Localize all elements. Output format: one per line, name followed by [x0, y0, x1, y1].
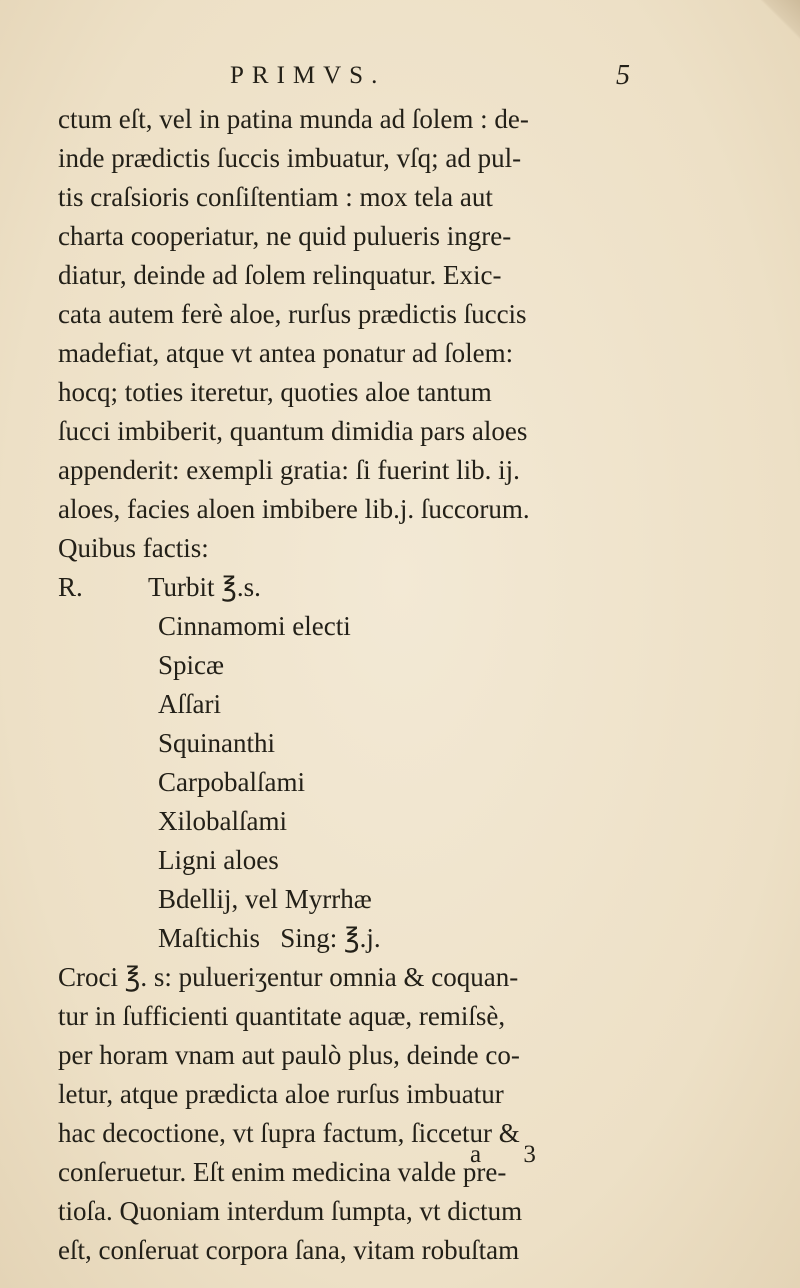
text-line: appenderit: exempli gratia: ſi fuerint lib. ij.	[58, 455, 520, 485]
recipe-ingredient: Maſtichis Sing: ℥.j.	[158, 923, 381, 953]
recipe-ingredient: Bdellij, vel Myrrhæ	[158, 884, 372, 914]
recipe-first-line	[58, 568, 658, 607]
recipe-ingredient: Spicæ	[158, 650, 225, 680]
running-head: PRIMVS.	[230, 62, 386, 89]
text-line: madefiat, atque vt antea ponatur ad ſolem:	[58, 338, 514, 368]
text-line: ſucci imbiberit, quantum dimidia pars aloes	[58, 416, 528, 446]
text-line: ctum eſt, vel in patina munda ad ſolem : de-	[58, 104, 529, 134]
recipe-symbol: R.	[58, 572, 83, 602]
text-line: per horam vnam aut paulò plus, deinde co-	[58, 1040, 520, 1070]
text-line: tioſa. Quoniam interdum ſumpta, vt dictum	[58, 1196, 523, 1226]
text-line: charta cooperiatur, ne quid pulueris ingre-	[58, 221, 512, 251]
text-line: Quibus factis:	[58, 533, 209, 563]
text-line: hac decoctione, vt ſupra factum, ſiccetur &	[58, 1118, 520, 1148]
text-line: tur in ſufficienti quantitate aquæ, remiſsè,	[58, 1001, 506, 1031]
recipe-ingredient: Cinnamomi electi	[158, 611, 351, 641]
text-line: tis craſsioris conſiſtentiam : mox tela aut	[58, 182, 493, 212]
recipe-ingredient: Ligni aloes	[158, 845, 279, 875]
text-line: conſeruetur. Eſt enim medicina valde pre-	[58, 1157, 507, 1187]
recipe-ingredient: Aſſari	[158, 689, 221, 719]
recipe-ingredient: Squinanthi	[158, 728, 276, 758]
text-line: aloes, facies aloen imbibere lib.j. ſuccorum.	[58, 494, 530, 524]
recipe-ingredient: Turbit ℥.s.	[148, 572, 261, 602]
text-line: cata autem ferè aloe, rurſus prædictis ſuccis	[58, 299, 527, 329]
signature-mark: a 3	[470, 1141, 554, 1168]
text-block	[58, 100, 658, 1270]
text-line: letur, atque prædicta aloe rurſus imbuatur	[58, 1079, 504, 1109]
page-corner-fold	[760, 0, 800, 40]
recipe-ingredient: Xilobalſami	[158, 806, 287, 836]
folio-number: 5	[616, 60, 630, 91]
text-line: diatur, deinde ad ſolem relinquatur. Exic-	[58, 260, 502, 290]
page-header	[60, 58, 660, 98]
text-line: hocq; toties iteretur, quoties aloe tantum	[58, 377, 492, 407]
recipe-ingredient: Carpobalſami	[158, 767, 305, 797]
text-line: Croci ℥. s: pulueriʒentur omnia & coquan-	[58, 962, 519, 992]
text-line: eſt, conſeruat corpora ſana, vitam robuſtam	[58, 1235, 520, 1265]
text-line: inde prædictis ſuccis imbuatur, vſq; ad pul-	[58, 143, 522, 173]
